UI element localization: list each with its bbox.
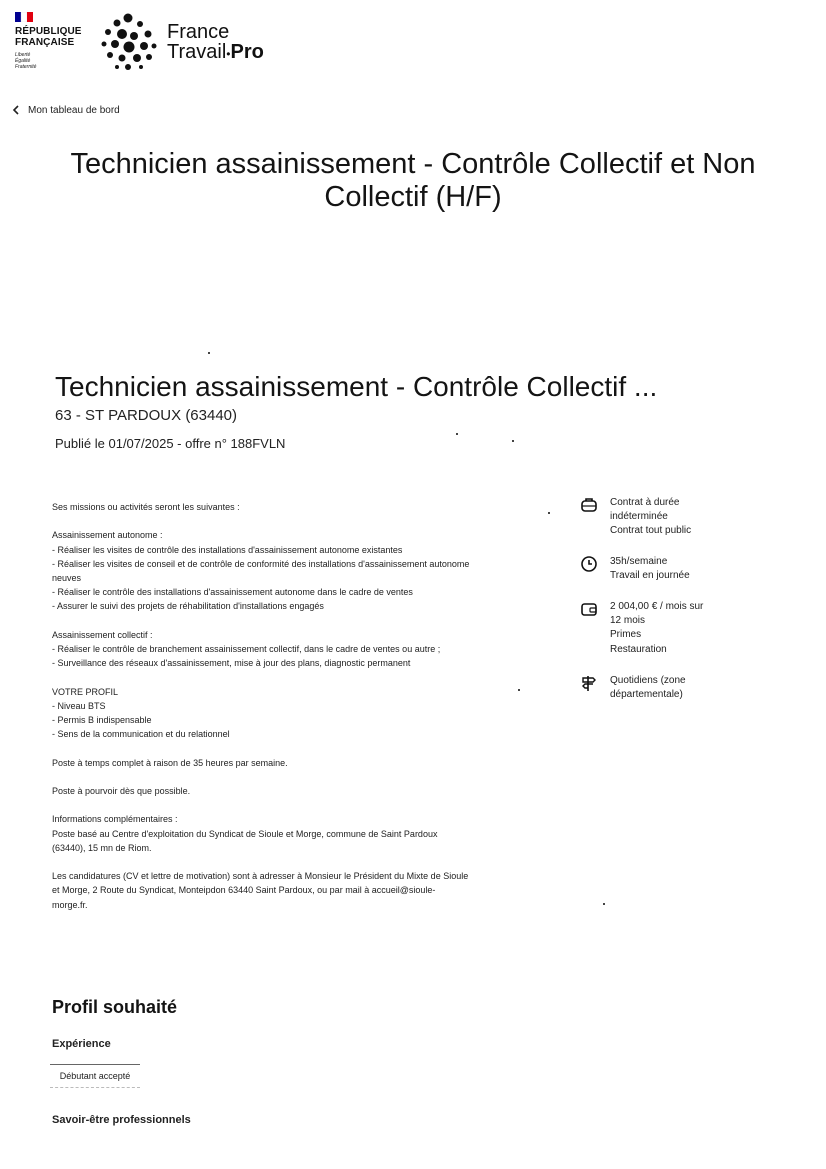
description-line: Les candidatures (CV et lettre de motivation) sont à adresser à Monsieur le Président du Mixte de Sioule bbox=[52, 871, 469, 882]
description-line: morge.fr. bbox=[52, 899, 88, 910]
description-line: - Sens de la communication et du relationnel bbox=[52, 729, 230, 740]
description-line: Poste à pourvoir dès que possible. bbox=[52, 785, 191, 796]
clock-icon bbox=[580, 555, 598, 573]
description-line: et Morge, 2 Route du Syndicat, Monteipdon 63440 Saint Pardoux, ou par mail à accueil@sioule- bbox=[52, 885, 436, 896]
salary-line-4: Restauration bbox=[610, 643, 667, 655]
breadcrumb-back-link[interactable] bbox=[12, 102, 120, 118]
contract-line-1: Contrat à durée bbox=[610, 497, 680, 508]
description-line: Assainissement autonome : bbox=[52, 530, 163, 541]
description-line: - Réaliser le contrôle de branchement assainissement collectif, dans le cadre de ventes ou autre ; bbox=[52, 644, 441, 654]
breadcrumb-label: Mon tableau de bord bbox=[28, 104, 120, 116]
profile-section-title: Profil souhaité bbox=[52, 997, 178, 1017]
salary-line-1: 2 004,00 € / mois sur bbox=[610, 601, 704, 612]
description-line: - Réaliser le contrôle des installations d'assainissement autonome dans le cadre de ventes bbox=[52, 587, 413, 598]
offer-published-date: Publié le 01/07/2025 - offre n° 188FVLN bbox=[55, 436, 286, 451]
description-line: - Réaliser les visites de conseil et de contrôle de conformité des installations d'assainissement autonome bbox=[52, 558, 470, 569]
experience-tag: Débutant accepté bbox=[50, 1064, 140, 1088]
motto-egalite: Égalité bbox=[15, 58, 31, 64]
offer-location: 63 - ST PARDOUX (63440) bbox=[55, 407, 238, 424]
description-spacer bbox=[52, 741, 522, 755]
hours-line-1: 35h/semaine bbox=[610, 556, 668, 567]
description-line: - Assurer le suivi des projets de réhabilitation d'installations engagés bbox=[52, 601, 324, 612]
description-spacer bbox=[52, 855, 522, 869]
motto-fraternite: Fraternité bbox=[15, 64, 37, 70]
description-line: - Réaliser les visites de contrôle des installations d'assainissement autonome existantes bbox=[52, 544, 403, 555]
page-title-line-1: Technicien assainissement - Contrôle Collectif et Non bbox=[70, 148, 756, 180]
offer-description bbox=[52, 500, 522, 912]
brand-name-line-2: Travail•Pro bbox=[167, 41, 264, 63]
description-spacer bbox=[52, 514, 522, 528]
offer-title: Technicien assainissement - Contrôle Collectif ... bbox=[55, 371, 658, 402]
contract-line-3: Contrat tout public bbox=[610, 525, 692, 537]
salary-line-2: 12 mois bbox=[610, 615, 646, 627]
description-line: VOTRE PROFIL bbox=[52, 686, 119, 697]
france-travail-logo-icon[interactable] bbox=[100, 12, 158, 72]
travel-line-2: départementale) bbox=[610, 689, 683, 701]
page-title-line-2: Collectif (H/F) bbox=[324, 181, 502, 213]
marianne-logo-icon bbox=[15, 12, 33, 22]
motto-liberte: Liberté bbox=[15, 52, 31, 58]
experience-label: Expérience bbox=[52, 1038, 111, 1050]
description-line: - Permis B indispensable bbox=[52, 715, 152, 725]
republic-name-line-2: FRANÇAISE bbox=[15, 37, 75, 48]
description-line: - Niveau BTS bbox=[52, 700, 106, 711]
description-line: Assainissement collectif : bbox=[52, 629, 153, 640]
description-line: Informations complémentaires : bbox=[52, 814, 178, 825]
description-spacer bbox=[52, 798, 522, 812]
travel-line-1: Quotidiens (zone bbox=[610, 675, 686, 686]
salary-line-3: Primes bbox=[610, 629, 642, 641]
republic-name-line-1: RÉPUBLIQUE bbox=[15, 26, 82, 37]
soft-skills-label: Savoir-être professionnels bbox=[52, 1114, 191, 1126]
wallet-icon bbox=[580, 600, 598, 618]
contract-line-2: indéterminée bbox=[610, 511, 668, 523]
description-line: neuves bbox=[52, 573, 82, 583]
brand-pro: Pro bbox=[230, 41, 264, 63]
description-line: Poste à temps complet à raison de 35 heures par semaine. bbox=[52, 757, 288, 768]
description-spacer bbox=[52, 770, 522, 784]
signpost-icon bbox=[580, 674, 598, 692]
brand-name-line-1: France bbox=[167, 21, 230, 43]
chevron-left-icon bbox=[12, 105, 20, 115]
brand-travail: Travail bbox=[167, 41, 227, 63]
description-line: Ses missions ou activités seront les suivantes : bbox=[52, 502, 240, 512]
hours-line-2: Travail en journée bbox=[610, 570, 690, 582]
description-line: - Surveillance des réseaux d'assainissement, mise à jour des plans, diagnostic permanent bbox=[52, 658, 411, 669]
description-spacer bbox=[52, 614, 522, 628]
description-line: Poste basé au Centre d'exploitation du Syndicat de Sioule et Morge, commune de Saint Pardoux bbox=[52, 828, 438, 839]
description-line: (63440), 15 mn de Riom. bbox=[52, 842, 152, 853]
description-spacer bbox=[52, 670, 522, 684]
page-title bbox=[20, 148, 806, 214]
briefcase-icon bbox=[580, 496, 598, 514]
